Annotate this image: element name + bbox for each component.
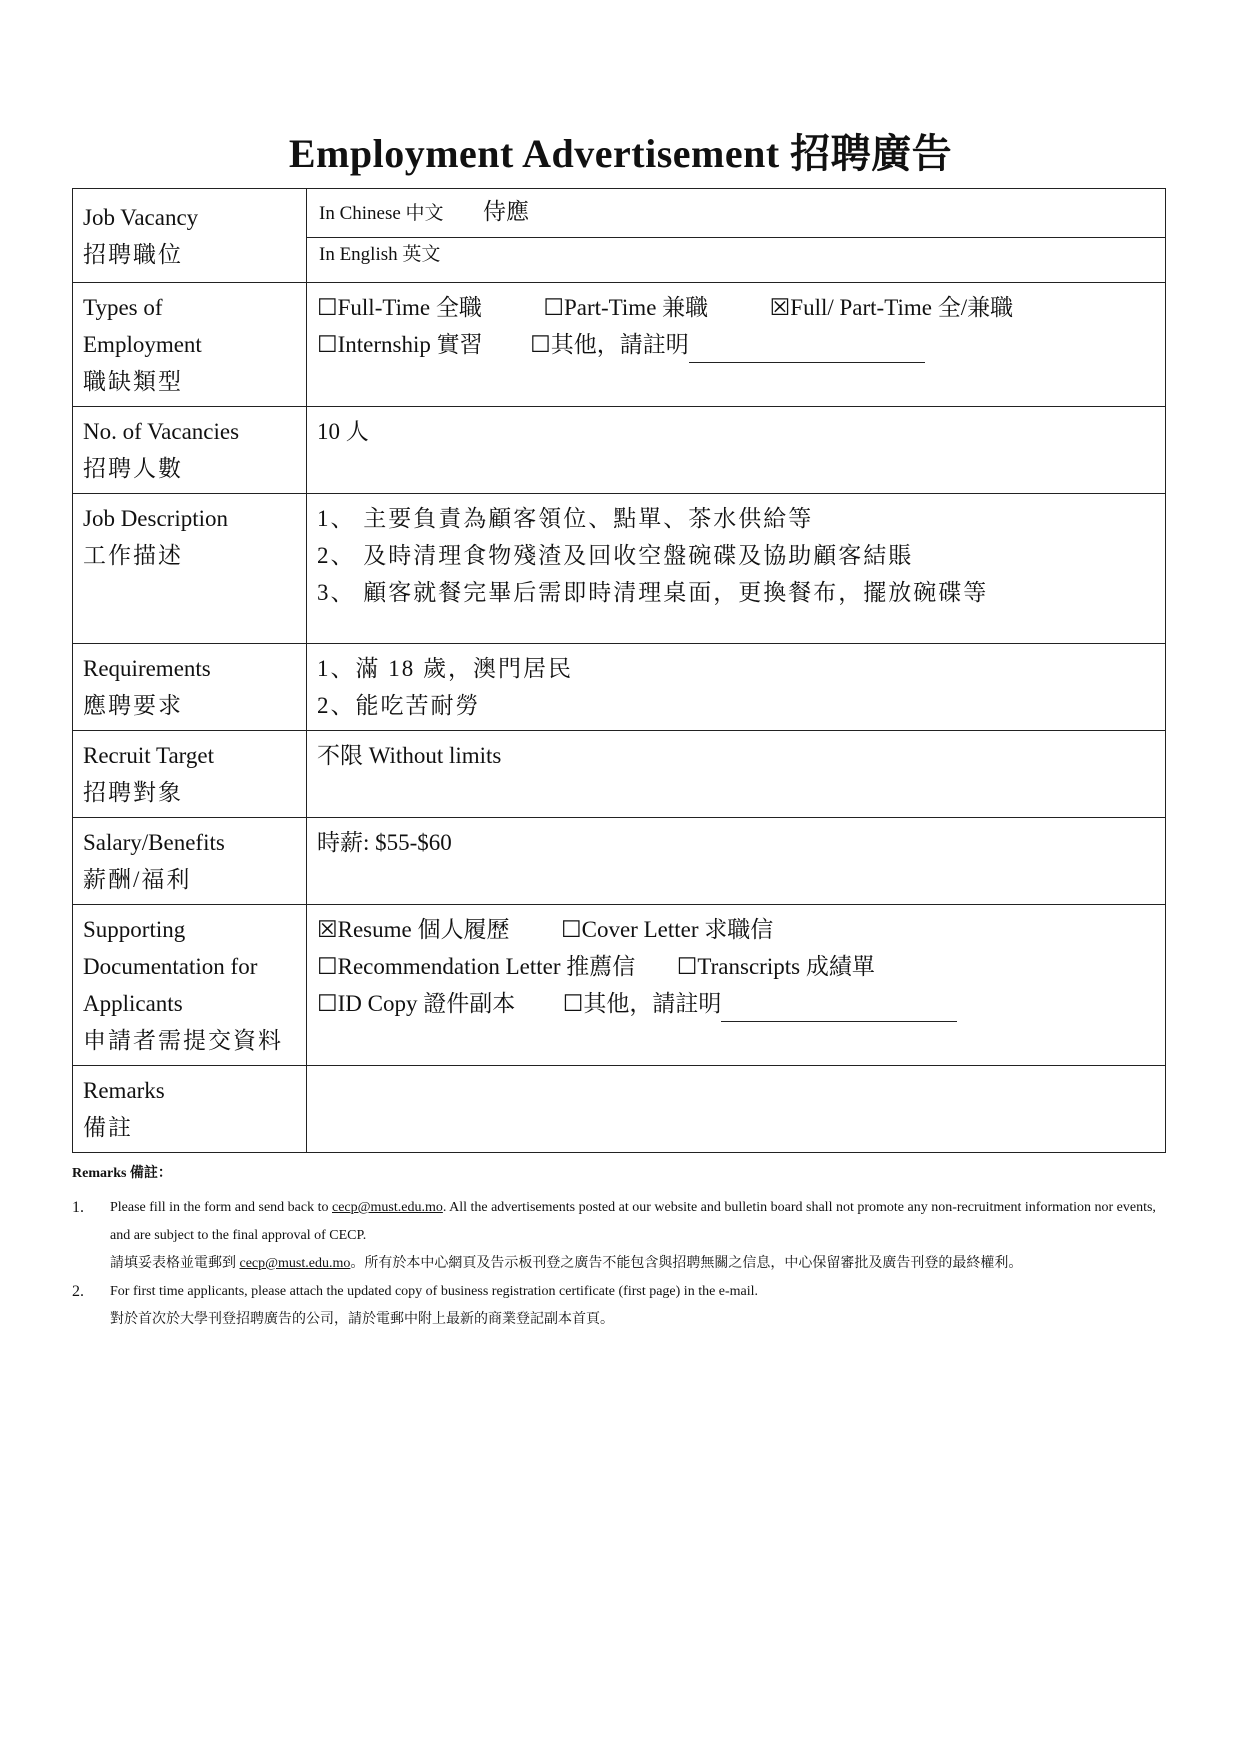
label-cell [73, 494, 307, 644]
option-label: Internship 實習 [337, 332, 483, 357]
note-text: Please fill in the form and send back to [110, 1200, 332, 1215]
requirements-value[interactable] [307, 644, 1166, 731]
label-en: Documentation for [83, 954, 258, 979]
checkbox-icon: ☐ [317, 295, 338, 320]
option-label: Resume 個人履歷 [337, 917, 510, 942]
note-english: For first time applicants, please attach the updated copy of business registration certificate (first page) in the e-mail. [110, 1284, 759, 1299]
chinese-label: In Chinese 中文 [319, 203, 444, 224]
label-zh: 招聘職位 [83, 242, 183, 267]
checkbox-part-time[interactable] [543, 295, 708, 320]
option-label: Full-Time 全職 [337, 295, 482, 320]
chinese-title-value: 侍應 [483, 199, 530, 224]
vacancies-value[interactable]: 10 人 [307, 407, 1166, 494]
email-link[interactable]: cecp@must.edu.mo [239, 1256, 351, 1271]
employment-type-options [307, 283, 1166, 407]
label-zh: 申請者需提交資料 [83, 1028, 283, 1053]
chinese-title-line[interactable] [307, 189, 1165, 238]
row-recruit-target [73, 731, 1166, 818]
label-cell [73, 818, 307, 905]
note-text: . All the advertisements posted at our website and bulletin board shall not promote any non-recruitment information nor events, and are subject to the final approval of CECP. [110, 1200, 1156, 1243]
option-label: Recommendation Letter 推薦信 [337, 954, 636, 979]
email-link[interactable]: cecp@must.edu.mo [332, 1200, 443, 1215]
other-document-field[interactable] [721, 995, 957, 1022]
page-title: Employment Advertisement 招聘廣告 [288, 131, 953, 176]
label-en: Types of [83, 295, 163, 320]
checkbox-icon: ☐ [317, 991, 338, 1016]
option-label: Cover Letter 求職信 [581, 917, 774, 942]
checkbox-icon: ☒ [769, 295, 791, 320]
option-label: ID Copy 證件副本 [337, 991, 516, 1016]
checkbox-icon: ☐ [562, 991, 584, 1016]
note-text: 。所有於本中心網頁及告示板刊登之廣告不能包含與招聘無關之信息，中心保留審批及廣告刊登的最終權利。 [350, 1256, 1023, 1271]
label-en: Job Description [83, 506, 229, 531]
checkbox-icon: ☐ [676, 954, 698, 979]
label-zh: 招聘人數 [83, 456, 183, 481]
row-job-description [73, 494, 1166, 644]
note-english [110, 1194, 1172, 1250]
label-en: Remarks [83, 1078, 165, 1103]
row-requirements [73, 644, 1166, 731]
checkbox-recommendation-letter[interactable] [317, 954, 635, 979]
label-en: Supporting [83, 917, 186, 942]
requirement-line: 2、能吃苦耐勞 [317, 693, 481, 718]
note-number: 1. [72, 1199, 84, 1216]
label-zh: 應聘要求 [83, 693, 183, 718]
label-zh: 招聘對象 [83, 780, 183, 805]
employment-form-table [72, 188, 1166, 1153]
label-en: No. of Vacancies [83, 419, 240, 444]
job-vacancy-value-cell [307, 189, 1166, 283]
english-label: In English 英文 [319, 244, 441, 265]
checkbox-full-time[interactable] [317, 295, 482, 320]
label-zh: 職缺類型 [83, 369, 183, 394]
label-zh: 工作描述 [83, 543, 183, 568]
note-chinese [110, 1250, 1172, 1278]
label-zh: 備註 [83, 1115, 133, 1140]
job-description-value[interactable] [307, 494, 1166, 644]
checkbox-other[interactable] [530, 332, 689, 357]
row-documents [73, 905, 1166, 1066]
label-en: Salary/Benefits [83, 830, 225, 855]
label-cell [73, 283, 307, 407]
checkbox-icon: ☐ [530, 332, 551, 357]
description-line: 3、 顧客就餐完畢后需即時清理桌面，更換餐布，擺放碗碟等 [317, 580, 989, 605]
row-remarks [73, 1066, 1166, 1153]
checkbox-resume[interactable] [317, 917, 509, 942]
checkbox-icon: ☒ [317, 917, 338, 942]
checkbox-transcripts[interactable] [677, 954, 875, 979]
option-label: Part-Time 兼職 [563, 295, 709, 320]
checkbox-full-part-time[interactable] [770, 295, 1013, 320]
checkbox-id-copy[interactable] [317, 991, 515, 1016]
english-title-line[interactable] [307, 232, 1165, 278]
note-chinese: 對於首次於大學刊登招聘廣告的公司，請於電郵中附上最新的商業登記副本首頁。 [110, 1312, 614, 1327]
option-label: Full/ Part-Time 全/兼職 [790, 295, 1014, 320]
checkbox-icon: ☐ [560, 917, 582, 942]
documents-options [307, 905, 1166, 1066]
label-cell [73, 731, 307, 818]
label-en: Applicants [83, 991, 183, 1016]
footer-remarks [72, 1160, 1172, 1334]
description-line: 2、 及時清理食物殘渣及回收空盤碗碟及協助顧客結賬 [317, 543, 914, 568]
option-label: Transcripts 成績單 [697, 954, 875, 979]
note-number: 2. [72, 1283, 84, 1300]
label-cell [73, 1066, 307, 1153]
checkbox-icon: ☐ [317, 954, 338, 979]
row-job-vacancy [73, 189, 1166, 283]
salary-value[interactable]: 時薪: $55-$60 [307, 818, 1166, 905]
checkbox-internship[interactable] [317, 332, 483, 357]
checkbox-other-document[interactable] [563, 991, 722, 1016]
label-en: Employment [83, 332, 202, 357]
option-label: 其他，請註明 [583, 991, 722, 1016]
label-zh: 薪酬/福利 [83, 867, 192, 892]
row-vacancies [73, 407, 1166, 494]
label-cell [73, 644, 307, 731]
label-en: Job Vacancy [83, 205, 199, 230]
remarks-value[interactable] [307, 1066, 1166, 1153]
checkbox-cover-letter[interactable] [561, 917, 773, 942]
other-specify-field[interactable] [689, 336, 925, 363]
row-salary [73, 818, 1166, 905]
description-line: 1、 主要負責為顧客領位、點單、茶水供給等 [317, 506, 814, 531]
footer-note-2 [72, 1278, 1172, 1334]
footer-note-1 [72, 1194, 1172, 1278]
label-cell [73, 407, 307, 494]
label-en: Recruit Target [83, 743, 215, 768]
option-label: 其他，請註明 [550, 332, 689, 357]
checkbox-icon: ☐ [317, 332, 338, 357]
recruit-target-value[interactable]: 不限 Without limits [307, 731, 1166, 818]
row-employment-type [73, 283, 1166, 407]
footer-remarks-title: Remarks 備註： [72, 1166, 172, 1181]
checkbox-icon: ☐ [543, 295, 564, 320]
label-en: Requirements [83, 656, 211, 681]
label-cell [73, 905, 307, 1066]
note-text: 請填妥表格並電郵到 [110, 1256, 240, 1271]
label-cell [73, 189, 307, 283]
requirement-line: 1、滿 18 歲，澳門居民 [317, 656, 573, 681]
